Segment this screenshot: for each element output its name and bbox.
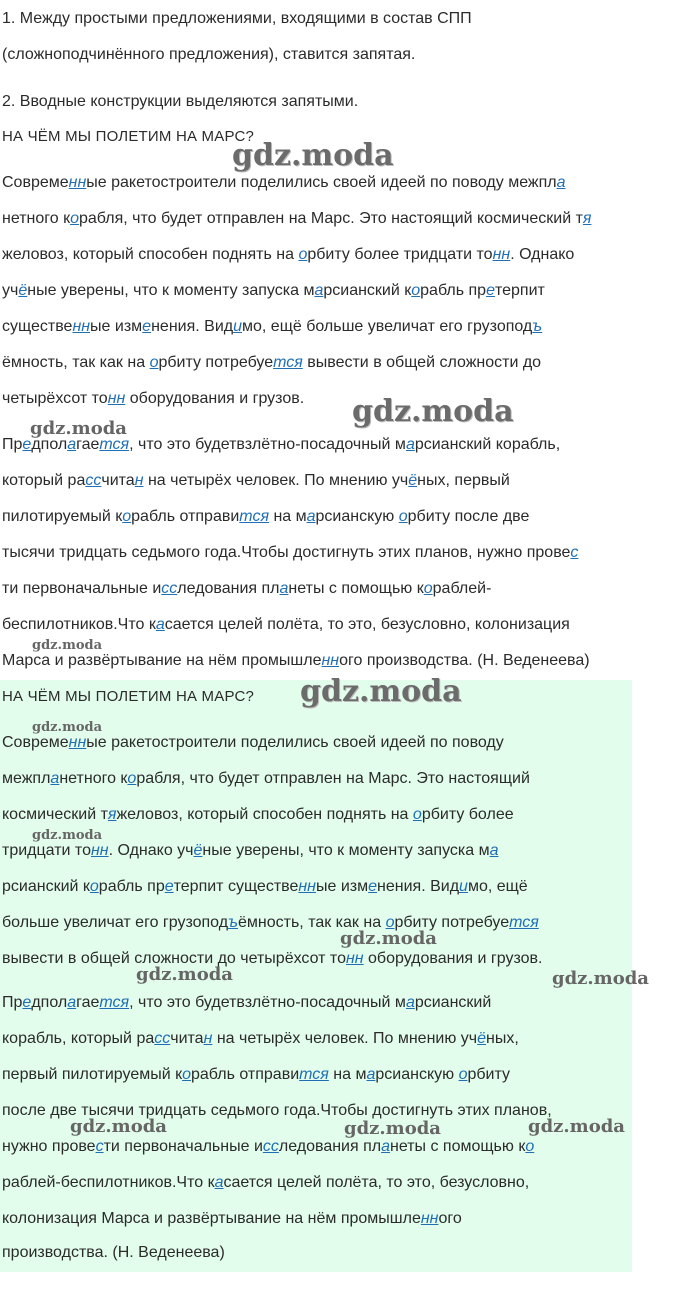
watermark: gdz.moda [70, 1116, 167, 1137]
watermark: gdz.moda [300, 674, 462, 709]
rule-1-line-2: (сложноподчинённого предложения), ставится запятая. [2, 46, 416, 63]
text-line: больше увеличат его грузоподъёмность, так как на орбиту потребуется [2, 914, 539, 931]
text-line: беспилотников.Что касается целей полёта, то это, безусловно, колонизация [2, 616, 570, 633]
text-line: который рассчитан на четырёх человек. По мнению учёных, первый [2, 472, 510, 489]
text-line: межпланетного корабля, что будет отправлен на Марс. Это настоящий [2, 770, 530, 787]
watermark: gdz.moda [232, 138, 394, 173]
text-line: колонизация Марса и развёртывание на нём промышленного [2, 1210, 462, 1227]
watermark: gdz.moda [32, 720, 103, 735]
text-line: Современные ракетостроители поделились своей идеей по поводу межпла [2, 174, 566, 191]
text-line: Марса и развёртывание на нём промышленного производства. (Н. Веденеева) [2, 652, 590, 669]
text-line: вывести в общей сложности до четырёхсот тонн оборудования и грузов. [2, 950, 543, 967]
rule-1-line-1: 1. Между простыми предложениями, входящими в состав СПП [2, 10, 472, 27]
text-line: четырёхсот тонн оборудования и грузов. [2, 390, 305, 407]
text-line: производства. (Н. Веденеева) [2, 1244, 225, 1261]
watermark: gdz.moda [528, 1116, 625, 1137]
text-line: ти первоначальные исследования планеты с помощью кораблей- [2, 580, 492, 597]
text-line: нужно провести первоначальные исследования планеты с помощью ко [2, 1138, 535, 1155]
text-line: Предполагается, что это будетвзлётно-посадочный марсианский корабль, [2, 436, 561, 453]
watermark: gdz.moda [136, 964, 233, 985]
text-title-1: НА ЧЁМ МЫ ПОЛЕТИМ НА МАРС? [2, 128, 255, 145]
text-title-2: НА ЧЁМ МЫ ПОЛЕТИМ НА МАРС? [2, 688, 255, 705]
watermark: gdz.moda [344, 1118, 441, 1139]
text-line: ёмность, так как на орбиту потребуется вывести в общей сложности до [2, 354, 542, 371]
rule-2: 2. Вводные конструкции выделяются запятыми. [2, 93, 359, 110]
text-line: нетного корабля, что будет отправлен на Марс. Это настоящий космический тя [2, 210, 592, 227]
text-line: рсианский корабль претерпит существенные изменения. Видимо, ещё [2, 878, 528, 895]
text-line: тридцати тонн. Однако учёные уверены, что к моменту запуска ма [2, 842, 499, 859]
text-line: после две тысячи тридцать седьмого года.Чтобы достигнуть этих планов, [2, 1102, 552, 1119]
text-line: тысячи тридцать седьмого года.Чтобы достигнуть этих планов, нужно провес [2, 544, 579, 561]
text-line: учёные уверены, что к моменту запуска марсианский корабль претерпит [2, 282, 545, 299]
text-line: космический тяжеловоз, который способен поднять на орбиту более [2, 806, 514, 823]
text-line: корабль, который рассчитан на четырёх человек. По мнению учёных, [2, 1030, 519, 1047]
watermark: gdz.moda [340, 928, 437, 949]
text-line: Предполагается, что это будетвзлётно-посадочный марсианский [2, 994, 492, 1011]
text-line: пилотируемый корабль отправится на марсианскую орбиту после две [2, 508, 530, 525]
watermark: gdz.moda [352, 394, 514, 429]
watermark: gdz.moda [32, 828, 103, 843]
watermark: gdz.moda [552, 968, 649, 989]
text-line: раблей-беспилотников.Что касается целей полёта, то это, безусловно, [2, 1174, 530, 1191]
text-line: первый пилотируемый корабль отправится на марсианскую орбиту [2, 1066, 510, 1083]
text-line: существенные изменения. Видимо, ещё больше увеличат его грузоподъ [2, 318, 543, 335]
watermark: gdz.moda [32, 638, 103, 653]
text-line: Современные ракетостроители поделились своей идеей по поводу [2, 734, 504, 751]
text-line: желовоз, который способен поднять на орбиту более тридцати тонн. Однако [2, 246, 575, 263]
watermark: gdz.moda [30, 418, 127, 439]
